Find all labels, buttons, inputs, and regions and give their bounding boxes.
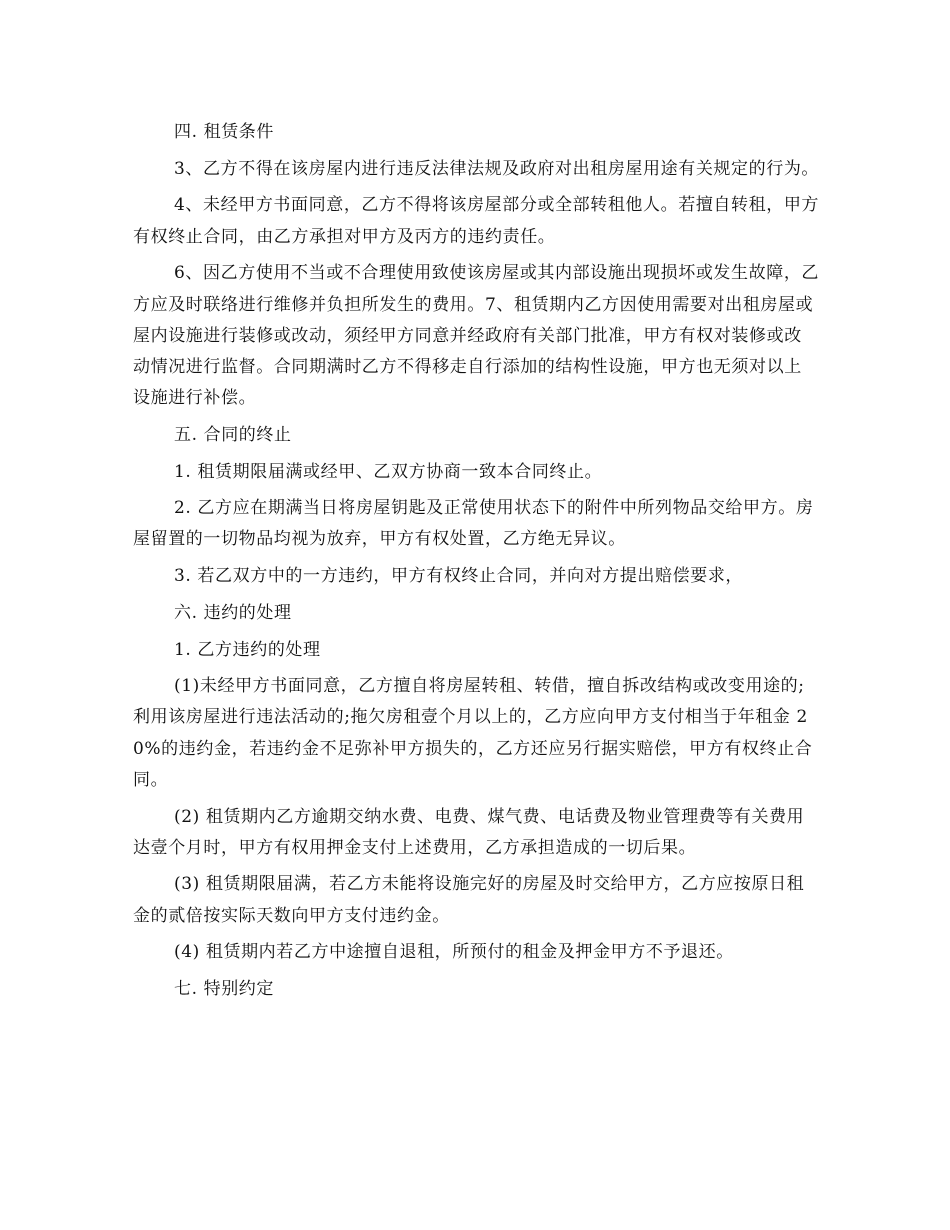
section-heading-termination: 五. 合同的终止 — [174, 424, 292, 445]
clause-6-7-repairs-renovation: 6、因乙方使用不当或不合理使用致使该房屋或其内部设施出现损坏或发生故障，乙方应及时联络进行维修并负担所发生的费用。7、租赁期内乙方因使用需要对出租房屋或屋内设施进行装修或改动，须经甲方同意并经政府有关部门批准，甲方有权对装修或改动情况进行监督。合同期满时乙方不得移走自行添加的结构性设施，甲方也无须对以上设施进行补偿。 — [133, 263, 820, 409]
section-heading-lease-conditions: 四. 租赁条件 — [174, 122, 275, 142]
termination-item-1: 1. 租赁期限届满或经甲、乙双方协商一致本合同终止。 — [174, 461, 603, 482]
section-heading-breach: 六. 违约的处理 — [174, 602, 292, 623]
breach-item-1: (1)未经甲方书面同意，乙方擅自将房屋转租、转借，擅自拆改结构或改变用途的;利用该房屋进行违法活动的;拖欠房租壹个月以上的，乙方应向甲方支付相当于年租金 20%的违约金，若违约金不足弥补甲方损失的，乙方还应另行据实赔偿，甲方有权终止合同。 — [133, 676, 813, 790]
clause-3-illegal-use: 3、乙方不得在该房屋内进行违反法律法规及政府对出租房屋用途有关规定的行为。 — [174, 158, 820, 179]
document-body — [133, 117, 819, 1011]
breach-item-3: (3) 租赁期限届满，若乙方未能将设施完好的房屋及时交给甲方，乙方应按原日租金的贰倍按实际天数向甲方支付违约金。 — [133, 874, 805, 926]
breach-subheading-party-b: 1. 乙方违约的处理 — [174, 639, 321, 660]
termination-item-2: 2. 乙方应在期满当日将房屋钥匙及正常使用状态下的附件中所列物品交给甲方。房屋留置的一切物品均视为放弃，甲方有权处置，乙方绝无异议。 — [133, 498, 814, 550]
termination-item-3: 3. 若乙双方中的一方违约，甲方有权终止合同，并向对方提出赔偿要求， — [174, 566, 744, 587]
section-heading-special-terms: 七. 特别约定 — [174, 979, 275, 1000]
breach-item-4: (4) 租赁期内若乙方中途擅自退租，所预付的租金及押金甲方不予退还。 — [174, 942, 734, 963]
clause-4-subletting: 4、未经甲方书面同意，乙方不得将该房屋部分或全部转租他人。若擅自转租，甲方有权终止合同，由乙方承担对甲方及丙方的违约责任。 — [133, 195, 820, 247]
breach-item-2: (2) 租赁期内乙方逾期交纳水费、电费、煤气费、电话费及物业管理费等有关费用达壹个月时，甲方有权用押金支付上述费用，乙方承担造成的一切后果。 — [133, 806, 805, 858]
